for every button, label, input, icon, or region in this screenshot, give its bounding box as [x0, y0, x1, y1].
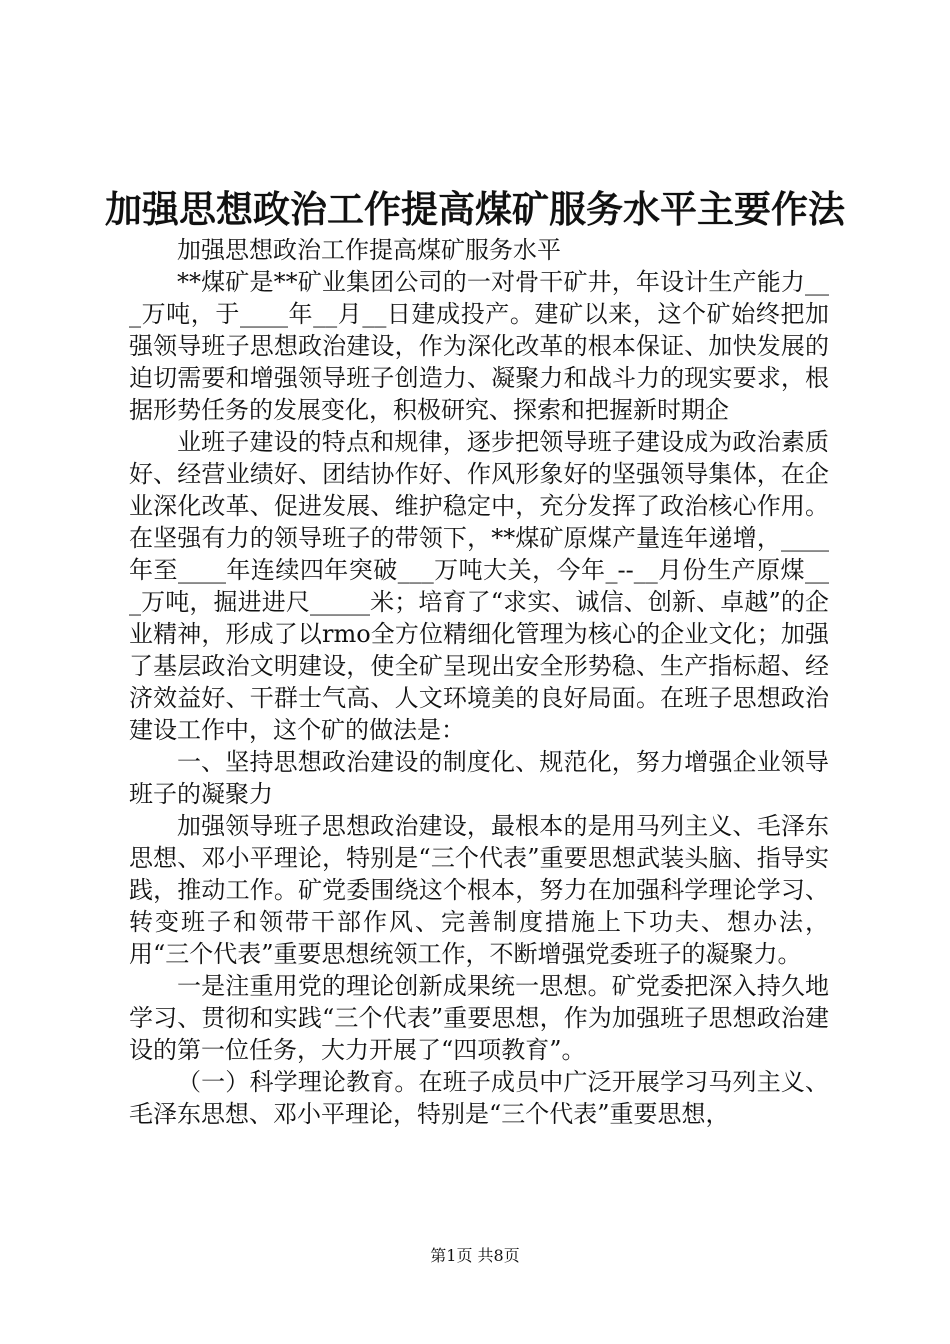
body-paragraph: 一、坚持思想政治建设的制度化、规范化，努力增强企业领导班子的凝聚力 — [129, 748, 829, 808]
body-paragraph: 一是注重用党的理论创新成果统一思想。矿党委把深入持久地学习、贯彻和实践“三个代表”重要思想，作为加强班子思想政治建设的第一位任务，大力开展了“四项教育”。 — [129, 972, 829, 1064]
body-paragraph: **煤矿是**矿业集团公司的一对骨干矿井，年设计生产能力___万吨，于____年__月__日建成投产。建矿以来，这个矿始终把加强领导班子思想政治建设，作为深化改革的根本保证、加快发展的迫切需要和增强领导班子创造力、凝聚力和战斗力的现实要求，根据形势任务的发展变化，积极研究、探索和把握新时期企 — [129, 268, 829, 424]
document-title: 加强思想政治工作提高煤矿服务水平主要作法 — [105, 187, 845, 231]
body-paragraph: 加强思想政治工作提高煤矿服务水平 — [177, 236, 561, 264]
body-paragraph: 业班子建设的特点和规律，逐步把领导班子建设成为政治素质好、经营业绩好、团结协作好、作风形象好的坚强领导集体，在企业深化改革、促进发展、维护稳定中，充分发挥了政治核心作用。在坚强有力的领导班子的带领下，**煤矿原煤产量连年递增，____年至____年连续四年突破___万吨大关，今年_--__月份生产原煤___万吨，掘进进尺_____米；培育了“求实、诚信、创新、卓越”的企业精神，形成了以rmo全方位精细化管理为核心的企业文化；加强了基层政治文明建设，使全矿呈现出安全形势稳、生产指标超、经济效益好、干群士气高、人文环境美的良好局面。在班子思想政治建设工作中，这个矿的做法是： — [129, 428, 829, 744]
body-paragraph: （一）科学理论教育。在班子成员中广泛开展学习马列主义、毛泽东思想、邓小平理论，特别是“三个代表”重要思想， — [129, 1068, 829, 1128]
body-paragraph: 加强领导班子思想政治建设，最根本的是用马列主义、毛泽东思想、邓小平理论，特别是“三个代表”重要思想武装头脑、指导实践，推动工作。矿党委围绕这个根本，努力在加强科学理论学习、转变班子和领带干部作风、完善制度措施上下功夫、想办法，用“三个代表”重要思想统领工作，不断增强党委班子的凝聚力。 — [129, 812, 829, 968]
page-footer: 第1页 共8页 — [430, 1246, 520, 1265]
document-body — [129, 234, 829, 1130]
